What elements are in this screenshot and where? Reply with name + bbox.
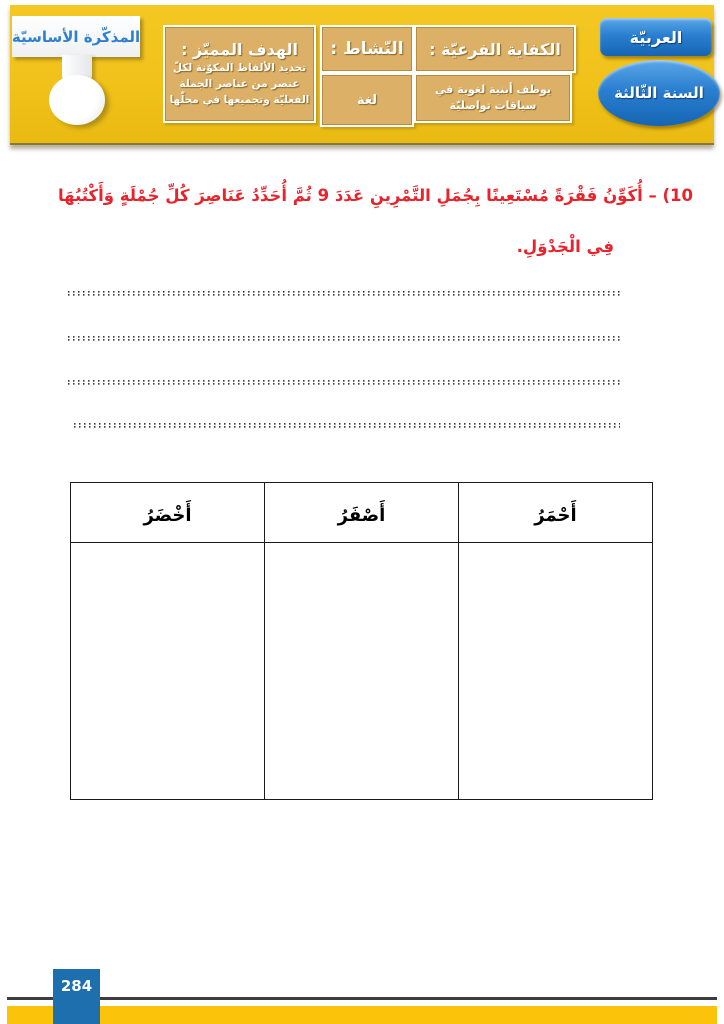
header-band — [10, 5, 714, 145]
grade-badge — [598, 60, 720, 126]
footer-yellow-band — [7, 1006, 717, 1024]
ribbon-tag — [12, 16, 140, 57]
competency-body-box — [414, 73, 572, 123]
answer-cell-yellow — [265, 543, 459, 800]
activity-body-box — [320, 73, 414, 127]
answer-dotted-line — [68, 380, 620, 385]
ribbon-pin-ball-shape — [49, 75, 105, 125]
subject-badge-label: العربيّة — [629, 27, 683, 47]
answer-table-body-row — [71, 543, 653, 800]
column-header-red: أَحْمَرُ — [459, 483, 653, 543]
activity-title-box — [320, 25, 414, 73]
column-header-green: أَخْضَرُ — [71, 483, 265, 543]
exercise-prompt-line1: 10) – أُكَوِّنُ فَقْرَةً مُسْتَعِينًا بِجُمَلِ التَّمْرِينِ عَدَدَ 9 ثُمَّ أُحَدِّدُ عَنَاصِرَ كُلِّ جُمْلَةٍ وَأَكْتُبُهَا — [57, 186, 693, 205]
activity-title: النّشاط : — [330, 39, 404, 59]
page-number: 284 — [60, 977, 93, 995]
answer-cell-green — [71, 543, 265, 800]
answer-dotted-line — [68, 291, 620, 296]
answer-table-header-row — [71, 483, 653, 543]
page-number-box — [53, 969, 100, 1024]
answer-dotted-line — [74, 423, 620, 428]
answer-dotted-line — [68, 336, 620, 341]
competency-title: الكفاية الفرعيّة : — [429, 39, 561, 59]
goal-box — [163, 25, 316, 123]
answer-cell-red — [459, 543, 653, 800]
goal-body: تحديد الألفاظ المكوّنة لكلّ عنصر من عناصر الجملة الفعليّة وتجميعها في محلّها — [169, 61, 310, 107]
competency-body: يوظف أبنية لغوية في سياقات تواصليّة — [435, 82, 551, 112]
subject-badge — [600, 18, 712, 56]
activity-body: لغة — [356, 92, 378, 108]
goal-title: الهدف المميّز : — [181, 39, 298, 59]
ribbon-label: المذكّرة الأساسيّة — [11, 27, 141, 46]
exercise-prompt-line2: فِي الْجَدْوَلِ. — [516, 237, 614, 256]
column-header-yellow: أَصْفَرُ — [265, 483, 459, 543]
answer-table — [70, 482, 653, 800]
grade-badge-label: السنة الثّالثة — [614, 84, 704, 102]
footer-rule — [7, 997, 717, 1000]
competency-title-box — [414, 25, 576, 73]
